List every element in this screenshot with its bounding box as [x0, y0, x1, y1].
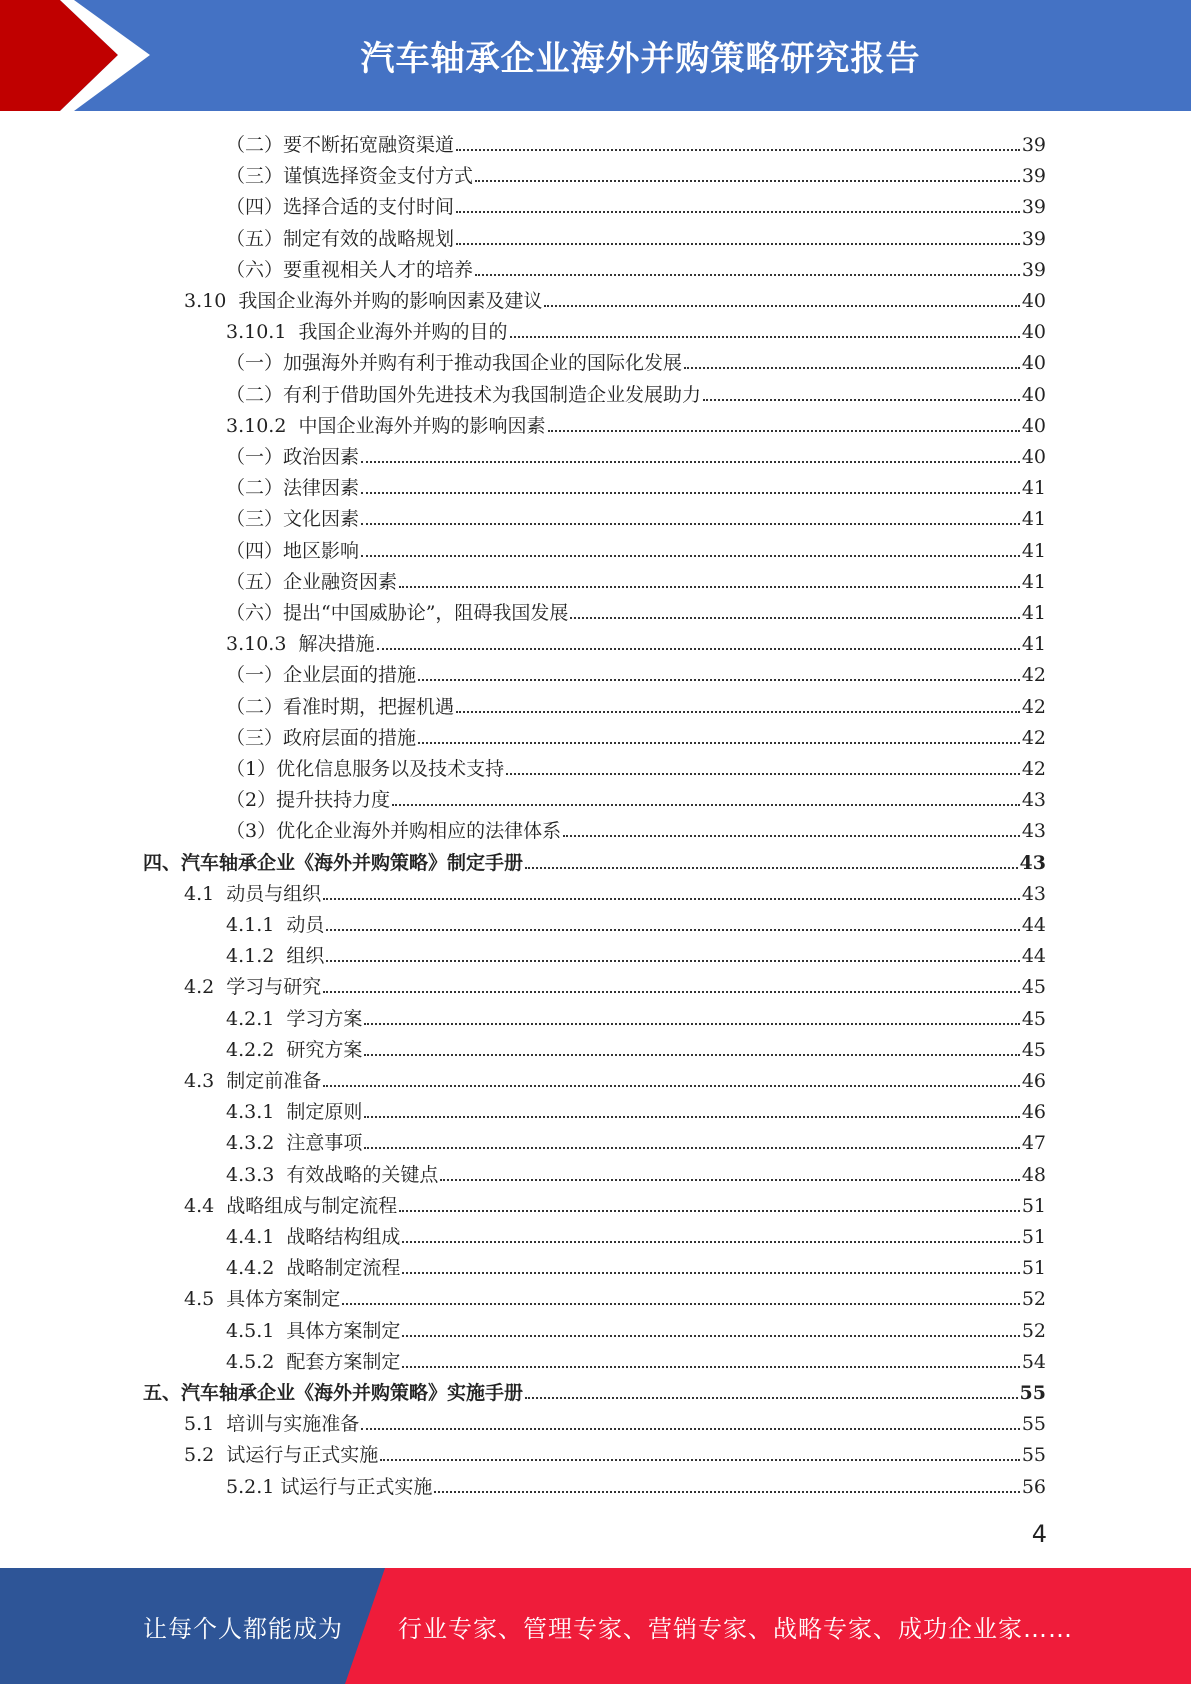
toc-entry[interactable] [226, 1344, 1046, 1375]
toc-dot-leader [456, 211, 1020, 213]
toc-entry[interactable] [226, 1001, 1046, 1032]
toc-entry-page: 39 [1021, 134, 1046, 156]
toc-entry-title: 5.2 试运行与正式实施 [184, 1444, 379, 1467]
toc-entry-title: （一）企业层面的措施 [226, 664, 417, 687]
toc-entry-title: （五）制定有效的战略规划 [226, 227, 455, 250]
toc-dot-leader [402, 1335, 1019, 1337]
toc-entry-page: 55 [1021, 1413, 1046, 1436]
toc-entry-title: （二）法律因素 [226, 477, 360, 500]
toc-entry-page: 40 [1021, 383, 1046, 406]
toc-entry-title: 4.1 动员与组织 [184, 882, 322, 905]
toc-dot-leader [342, 1303, 1020, 1305]
toc-entry[interactable] [226, 1469, 1046, 1500]
toc-dot-leader [323, 1085, 1020, 1087]
toc-entry-page: 40 [1021, 446, 1046, 468]
toc-entry-page: 52 [1021, 1288, 1046, 1311]
toc-entry-title: （三）政府层面的措施 [226, 726, 417, 749]
toc-dot-leader [361, 492, 1020, 494]
toc-dot-leader [399, 586, 1020, 588]
toc-entry-title: 4.3.1 制定原则 [226, 1101, 363, 1124]
toc-entry[interactable] [226, 1157, 1046, 1188]
toc-dot-leader [361, 555, 1020, 557]
toc-entry[interactable] [226, 564, 1046, 595]
report-title: 汽车轴承企业海外并购策略研究报告 [360, 39, 921, 79]
toc-dot-leader [506, 773, 1020, 775]
toc-dot-leader [402, 1241, 1019, 1243]
toc-entry-page: 47 [1021, 1132, 1046, 1155]
toc-entry-title: 3.10.2 中国企业海外并购的影响因素 [226, 414, 546, 437]
toc-entry-page: 40 [1021, 352, 1046, 375]
toc-dot-leader [326, 960, 1019, 962]
toc-entry-title: （一）加强海外并购有利于推动我国企业的国际化发展 [226, 352, 683, 375]
toc-entry-title: （五）企业融资因素 [226, 570, 398, 593]
toc-entry-page: 39 [1021, 258, 1046, 281]
toc-entry-page: 55 [1021, 1444, 1046, 1467]
toc-entry-page: 46 [1021, 1101, 1046, 1124]
toc-entry-page: 43 [1021, 820, 1046, 843]
toc-entry[interactable] [226, 626, 1046, 657]
toc-dot-leader [326, 929, 1019, 931]
toc-dot-leader [684, 367, 1020, 369]
toc-entry-page: 45 [1021, 1038, 1046, 1061]
toc-entry-title: 4.3.2 注意事项 [226, 1132, 363, 1155]
toc-entry-title: （六）提出“中国威胁论”，阻碍我国发展 [226, 602, 569, 624]
toc-entry[interactable] [226, 408, 1046, 439]
toc-entry-title: 4.5 具体方案制定 [184, 1288, 341, 1311]
toc-entry-title: （四）选择合适的支付时间 [226, 196, 455, 219]
toc-dot-leader [525, 867, 1018, 869]
toc-entry-page: 42 [1021, 726, 1046, 749]
toc-entry-title: 4.3 制定前准备 [184, 1070, 322, 1092]
toc-entry-title: 四、汽车轴承企业《海外并购策略》制定手册 [143, 851, 524, 874]
toc-dot-leader [456, 149, 1020, 151]
toc-entry[interactable] [226, 907, 1046, 938]
toc-entry-page: 44 [1021, 914, 1046, 936]
page-number: 4 [1031, 1520, 1047, 1548]
toc-dot-leader [563, 835, 1020, 837]
toc-dot-leader [361, 523, 1020, 525]
toc-dot-leader [418, 742, 1020, 744]
toc-entry-page: 51 [1021, 1226, 1046, 1248]
toc-entry-page: 43 [1021, 882, 1046, 905]
toc-entry-title: 4.2 学习与研究 [184, 976, 322, 999]
footer-slogan-left: 让每个人都能成为 [143, 1614, 343, 1643]
toc-dot-leader [440, 1179, 1019, 1181]
toc-entry-title: 4.2.1 学习方案 [226, 1007, 363, 1030]
toc-entry-title: （二）看准时期，把握机遇 [226, 695, 455, 718]
toc-entry[interactable] [226, 377, 1046, 408]
toc-dot-leader [510, 336, 1020, 338]
toc-dot-leader [364, 1054, 1019, 1056]
toc-entry-title: （2）提升扶持力度 [226, 789, 391, 812]
toc-entry[interactable] [226, 345, 1046, 376]
toc-entry-title: 3.10.3 解决措施 [226, 633, 375, 656]
toc-entry-page: 41 [1021, 602, 1046, 624]
toc-entry-title: 3.10.1 我国企业海外并购的目的 [226, 321, 508, 344]
toc-entry-title: 5.1 培训与实施准备 [184, 1413, 360, 1436]
toc-entry[interactable] [226, 595, 1046, 626]
toc-entry[interactable] [184, 1063, 1046, 1094]
toc-entry[interactable] [184, 876, 1046, 907]
toc-entry[interactable] [226, 1313, 1046, 1344]
toc-dot-leader [392, 804, 1020, 806]
toc-entry-title: （四）地区影响 [226, 539, 360, 562]
toc-entry-page: 41 [1021, 570, 1046, 593]
toc-entry-title: 5.2.1 试运行与正式实施 [226, 1475, 433, 1498]
toc-entry-title: 4.1.1 动员 [226, 914, 325, 936]
toc-dot-leader [703, 399, 1020, 401]
toc-entry[interactable] [184, 283, 1046, 314]
toc-entry-title: （二）有利于借助国外先进技术为我国制造企业发展助力 [226, 383, 702, 406]
toc-entry[interactable] [226, 1219, 1046, 1250]
toc-entry[interactable] [226, 1250, 1046, 1281]
toc-entry-page: 43 [1019, 851, 1046, 874]
toc-entry-title: （1）优化信息服务以及技术支持 [226, 758, 505, 780]
toc-entry-title: 4.5.1 具体方案制定 [226, 1319, 401, 1342]
toc-dot-leader [364, 1023, 1019, 1025]
toc-dot-leader [323, 991, 1020, 993]
toc-entry[interactable] [143, 1375, 1046, 1406]
toc-entry[interactable] [226, 314, 1046, 345]
toc-entry-page: 43 [1021, 789, 1046, 812]
toc-entry[interactable] [226, 938, 1046, 969]
toc-dot-leader [475, 274, 1020, 276]
toc-entry-title: 五、汽车轴承企业《海外并购策略》实施手册 [143, 1382, 524, 1404]
toc-entry[interactable] [226, 751, 1046, 782]
toc-entry-page: 39 [1021, 165, 1046, 188]
toc-entry-title: （3）优化企业海外并购相应的法律体系 [226, 820, 562, 843]
toc-entry-page: 44 [1021, 945, 1046, 968]
toc-entry[interactable] [184, 1281, 1046, 1312]
toc-entry-page: 54 [1021, 1350, 1046, 1373]
toc-entry-page: 39 [1021, 227, 1046, 250]
toc-entry-title: （二）要不断拓宽融资渠道 [226, 134, 455, 156]
toc-entry[interactable] [184, 1188, 1046, 1219]
toc-entry-page: 51 [1021, 1194, 1046, 1217]
toc-entry-page: 52 [1021, 1319, 1046, 1342]
toc-entry[interactable] [184, 969, 1046, 1000]
toc-entry[interactable] [226, 158, 1046, 189]
toc-entry[interactable] [226, 252, 1046, 283]
toc-entry-title: 4.5.2 配套方案制定 [226, 1350, 401, 1373]
toc-entry[interactable] [143, 845, 1046, 876]
toc-entry[interactable] [226, 439, 1046, 470]
toc-entry[interactable] [184, 1406, 1046, 1437]
toc-entry[interactable] [226, 501, 1046, 532]
toc-dot-leader [548, 430, 1020, 432]
footer-band [0, 1568, 1191, 1684]
toc-entry-page: 41 [1021, 477, 1046, 500]
toc-entry[interactable] [226, 1094, 1046, 1125]
toc-dot-leader [361, 461, 1020, 463]
toc-dot-leader [402, 1366, 1019, 1368]
toc-dot-leader [456, 711, 1020, 713]
toc-dot-leader [456, 243, 1020, 245]
toc-dot-leader [570, 617, 1019, 619]
toc-entry-title: （三）谨慎选择资金支付方式 [226, 165, 474, 188]
toc-entry-title: 4.4 战略组成与制定流程 [184, 1194, 398, 1217]
toc-entry-page: 46 [1021, 1070, 1046, 1092]
toc-entry-page: 40 [1021, 290, 1046, 312]
toc-entry[interactable] [184, 1437, 1046, 1468]
toc-entry-page: 56 [1021, 1475, 1046, 1498]
toc-dot-leader [418, 679, 1020, 681]
toc-entry[interactable] [226, 720, 1046, 751]
toc-dot-leader [361, 1428, 1020, 1430]
toc-dot-leader [364, 1147, 1019, 1149]
toc-entry[interactable] [226, 689, 1046, 720]
toc-dot-leader [399, 1210, 1020, 1212]
toc-entry-title: 4.2.2 研究方案 [226, 1038, 363, 1061]
toc-entry[interactable] [226, 813, 1046, 844]
toc-entry-title: 3.10 我国企业海外并购的影响因素及建议 [184, 290, 543, 312]
toc-entry[interactable] [226, 533, 1046, 564]
toc-entry[interactable] [226, 221, 1046, 252]
toc-entry-page: 48 [1021, 1163, 1046, 1186]
toc-entry-title: 4.1.2 组织 [226, 945, 325, 968]
toc-dot-leader [475, 180, 1020, 182]
toc-entry-page: 42 [1021, 758, 1046, 780]
toc-entry-title: 4.4.1 战略结构组成 [226, 1226, 401, 1248]
toc-entry-page: 39 [1021, 196, 1046, 219]
toc-dot-leader [380, 1459, 1020, 1461]
toc-dot-leader [377, 648, 1020, 650]
toc-entry-title: 4.3.3 有效战略的关键点 [226, 1163, 439, 1186]
toc-entry-page: 42 [1021, 664, 1046, 687]
toc-entry-page: 41 [1021, 508, 1046, 531]
toc-entry-page: 45 [1021, 976, 1046, 999]
toc-entry-title: 4.4.2 战略制定流程 [226, 1257, 401, 1280]
footer-slogan-right: 行业专家、管理专家、营销专家、战略专家、成功企业家…… [398, 1614, 1073, 1643]
toc-entry[interactable] [226, 1032, 1046, 1063]
toc-dot-leader [544, 305, 1019, 307]
toc-entry-title: （六）要重视相关人才的培养 [226, 258, 474, 281]
toc-entry-page: 51 [1021, 1257, 1046, 1280]
toc-entry-page: 41 [1021, 633, 1046, 656]
toc-entry-page: 40 [1021, 414, 1046, 437]
toc-entry[interactable] [226, 470, 1046, 501]
toc-dot-leader [434, 1491, 1019, 1493]
toc-dot-leader [525, 1397, 1018, 1399]
toc-dot-leader [364, 1116, 1019, 1118]
toc-entry-page: 55 [1019, 1382, 1046, 1404]
toc-entry[interactable] [226, 1125, 1046, 1156]
toc-entry-page: 41 [1021, 539, 1046, 562]
toc-entry-page: 42 [1021, 695, 1046, 718]
toc-dot-leader [323, 898, 1020, 900]
header-band [0, 0, 1191, 111]
toc-entry-title: （一）政治因素 [226, 446, 360, 468]
toc-entry[interactable] [226, 657, 1046, 688]
toc-entry[interactable] [226, 189, 1046, 220]
toc-entry-page: 40 [1021, 321, 1046, 344]
toc-entry[interactable] [226, 127, 1046, 158]
toc-dot-leader [402, 1272, 1019, 1274]
toc-entry-page: 45 [1021, 1007, 1046, 1030]
toc-entry-title: （三）文化因素 [226, 508, 360, 531]
toc-entry[interactable] [226, 782, 1046, 813]
